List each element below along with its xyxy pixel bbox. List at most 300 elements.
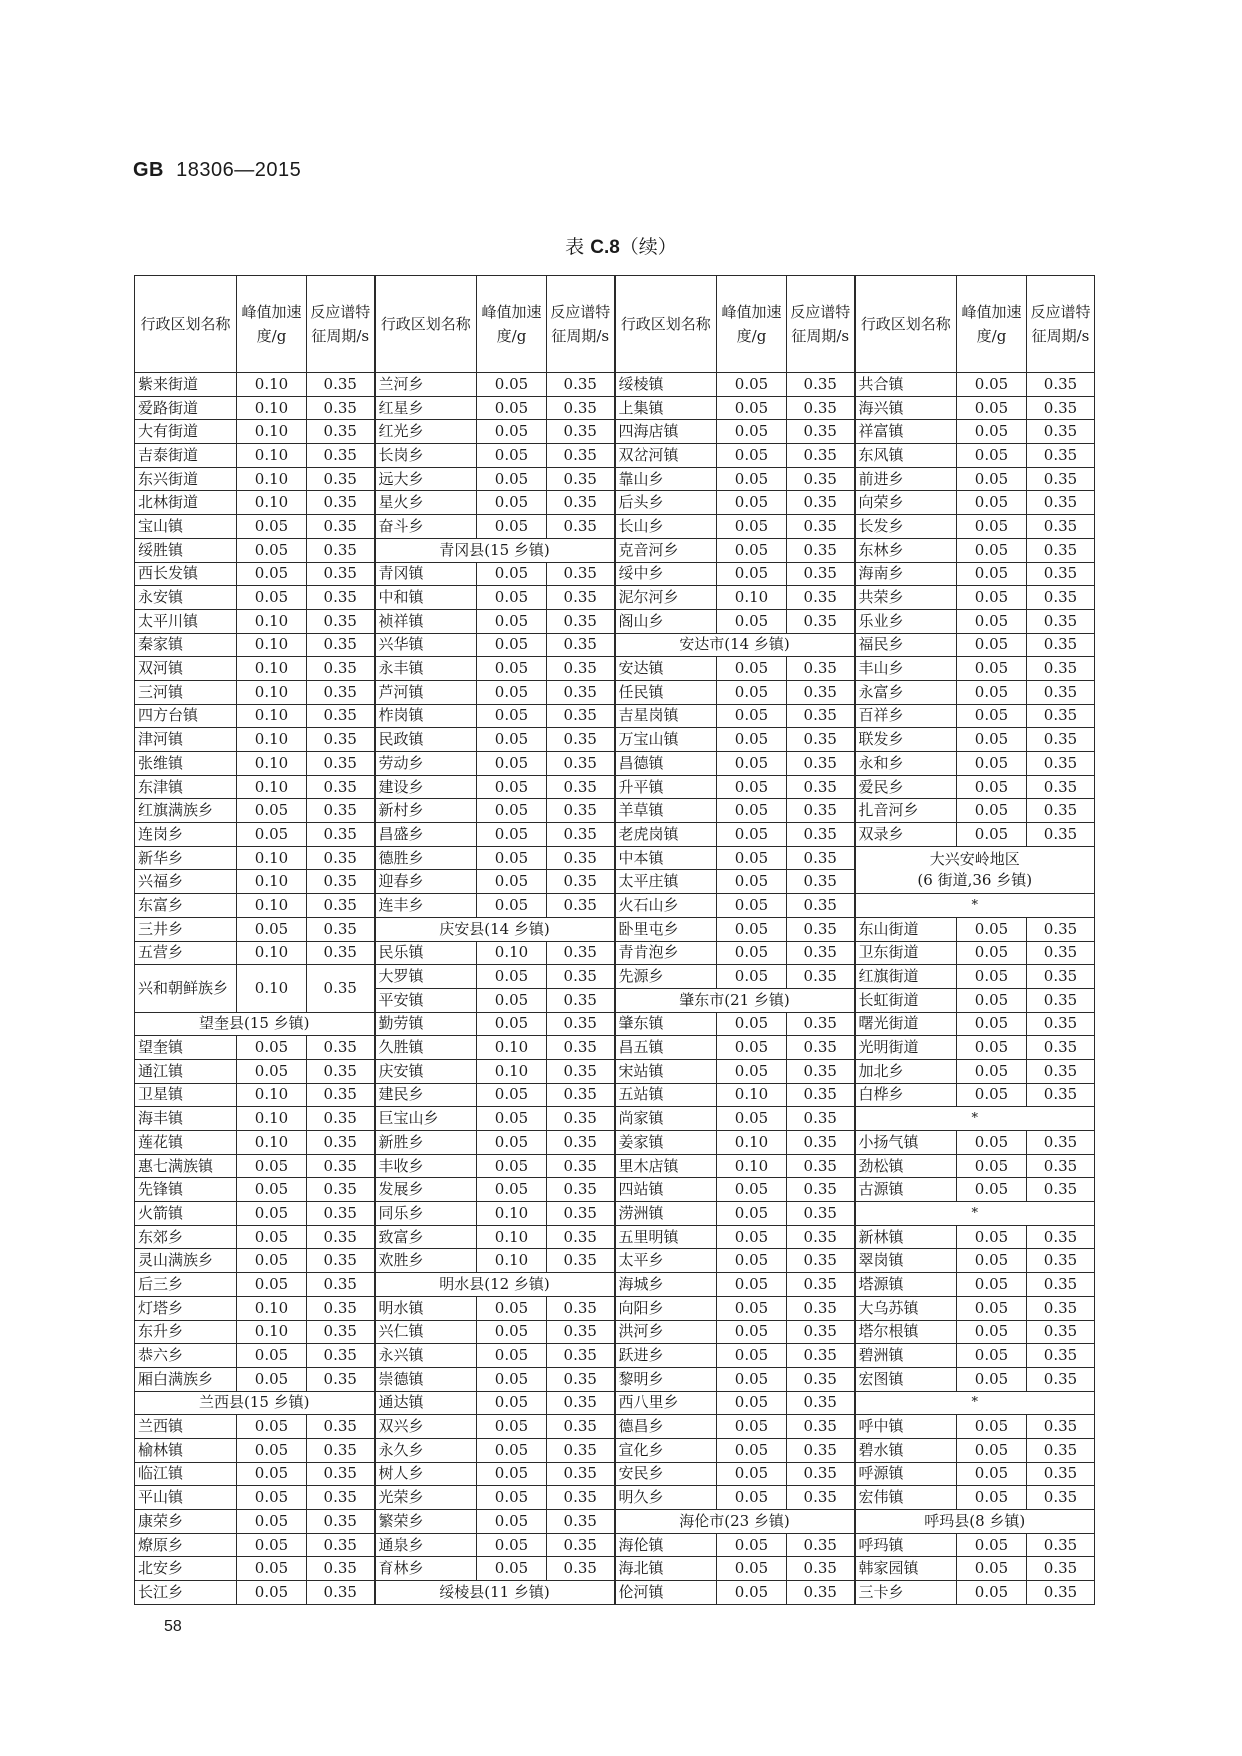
peak-acceleration: 0.05 — [477, 373, 547, 397]
section-heading: 望奎县(15 乡镇) — [135, 1012, 375, 1036]
spectrum-period: 0.35 — [787, 917, 855, 941]
peak-acceleration: 0.10 — [237, 870, 307, 894]
peak-acceleration: 0.05 — [237, 538, 307, 562]
spectrum-period: 0.35 — [787, 775, 855, 799]
region-name: 太平庄镇 — [615, 870, 717, 894]
header-period: 反应谱特征周期/s — [307, 276, 375, 373]
peak-acceleration: 0.05 — [477, 704, 547, 728]
header-name: 行政区划名称 — [855, 276, 957, 373]
spectrum-period: 0.35 — [547, 396, 615, 420]
peak-acceleration: 0.05 — [477, 870, 547, 894]
spectrum-period: 0.35 — [547, 515, 615, 539]
peak-acceleration: 0.05 — [717, 941, 787, 965]
peak-acceleration: 0.10 — [237, 444, 307, 468]
region-name: 百祥乡 — [855, 704, 957, 728]
peak-acceleration: 0.05 — [477, 1154, 547, 1178]
region-name: 东风镇 — [855, 444, 957, 468]
region-name: 恭六乡 — [135, 1344, 237, 1368]
region-name: 双兴乡 — [375, 1415, 477, 1439]
peak-acceleration: 0.05 — [477, 1438, 547, 1462]
peak-acceleration: 0.05 — [957, 1581, 1027, 1605]
peak-acceleration: 0.05 — [477, 1557, 547, 1581]
spectrum-period: 0.35 — [787, 823, 855, 847]
region-name: 东升乡 — [135, 1320, 237, 1344]
peak-acceleration: 0.05 — [957, 917, 1027, 941]
peak-acceleration: 0.10 — [237, 396, 307, 420]
spectrum-period: 0.35 — [307, 491, 375, 515]
spectrum-period: 0.35 — [547, 444, 615, 468]
spectrum-period: 0.35 — [307, 538, 375, 562]
region-name: 秦家镇 — [135, 633, 237, 657]
asterisk-marker: * — [855, 894, 1095, 918]
spectrum-period: 0.35 — [547, 752, 615, 776]
peak-acceleration: 0.10 — [237, 728, 307, 752]
spectrum-period: 0.35 — [1027, 1320, 1095, 1344]
region-name: 三河镇 — [135, 680, 237, 704]
spectrum-period: 0.35 — [1027, 1036, 1095, 1060]
spectrum-period: 0.35 — [547, 988, 615, 1012]
peak-acceleration: 0.10 — [237, 373, 307, 397]
section-heading: 明水县(12 乡镇) — [375, 1273, 615, 1297]
region-name: 四站镇 — [615, 1178, 717, 1202]
peak-acceleration: 0.05 — [717, 1273, 787, 1297]
spectrum-period: 0.35 — [307, 1510, 375, 1534]
peak-acceleration: 0.05 — [957, 467, 1027, 491]
spectrum-period: 0.35 — [787, 657, 855, 681]
region-name: 曙光街道 — [855, 1012, 957, 1036]
peak-acceleration: 0.05 — [477, 633, 547, 657]
peak-acceleration: 0.05 — [717, 467, 787, 491]
peak-acceleration: 0.05 — [957, 1178, 1027, 1202]
spectrum-period: 0.35 — [1027, 1178, 1095, 1202]
spectrum-period: 0.35 — [307, 1131, 375, 1155]
asterisk-marker: * — [855, 1202, 1095, 1226]
peak-acceleration: 0.05 — [717, 1296, 787, 1320]
peak-acceleration: 0.05 — [957, 491, 1027, 515]
region-name: 火石山乡 — [615, 894, 717, 918]
peak-acceleration: 0.10 — [717, 586, 787, 610]
spectrum-period: 0.35 — [307, 775, 375, 799]
region-name: 老虎岗镇 — [615, 823, 717, 847]
table-row — [135, 467, 1095, 491]
peak-acceleration: 0.05 — [477, 467, 547, 491]
table-row — [135, 1344, 1095, 1368]
spectrum-period: 0.35 — [787, 1202, 855, 1226]
region-name: 通泉乡 — [375, 1533, 477, 1557]
spectrum-period: 0.35 — [547, 1178, 615, 1202]
region-name: 勤劳镇 — [375, 1012, 477, 1036]
region-name: 张维镇 — [135, 752, 237, 776]
region-name: 呼玛镇 — [855, 1533, 957, 1557]
table-row — [135, 1415, 1095, 1439]
peak-acceleration: 0.05 — [717, 965, 787, 989]
region-name: 丰收乡 — [375, 1154, 477, 1178]
table-row — [135, 444, 1095, 468]
spectrum-period: 0.35 — [1027, 1154, 1095, 1178]
region-name: 紫来街道 — [135, 373, 237, 397]
peak-acceleration: 0.05 — [477, 728, 547, 752]
table-row — [135, 1557, 1095, 1581]
region-name: 欢胜乡 — [375, 1249, 477, 1273]
peak-acceleration: 0.05 — [477, 491, 547, 515]
spectrum-period: 0.35 — [307, 444, 375, 468]
region-name: 向荣乡 — [855, 491, 957, 515]
spectrum-period: 0.35 — [547, 775, 615, 799]
spectrum-period: 0.35 — [547, 1083, 615, 1107]
section-heading: 青冈县(15 乡镇) — [375, 538, 615, 562]
region-name: 塔尔根镇 — [855, 1320, 957, 1344]
peak-acceleration: 0.05 — [237, 799, 307, 823]
table-row — [135, 1486, 1095, 1510]
region-name: 靠山乡 — [615, 467, 717, 491]
peak-acceleration: 0.05 — [717, 1036, 787, 1060]
region-name: 扎音河乡 — [855, 799, 957, 823]
region-name: 绥中乡 — [615, 562, 717, 586]
table-row — [135, 396, 1095, 420]
peak-acceleration: 0.05 — [957, 1225, 1027, 1249]
region-name: 联发乡 — [855, 728, 957, 752]
peak-acceleration: 0.05 — [477, 1296, 547, 1320]
peak-acceleration: 0.10 — [477, 1202, 547, 1226]
spectrum-period: 0.35 — [1027, 515, 1095, 539]
region-name: 东津镇 — [135, 775, 237, 799]
spectrum-period: 0.35 — [1027, 799, 1095, 823]
spectrum-period: 0.35 — [787, 846, 855, 870]
peak-acceleration: 0.05 — [477, 775, 547, 799]
table-row — [135, 728, 1095, 752]
region-name: 远大乡 — [375, 467, 477, 491]
peak-acceleration: 0.05 — [477, 396, 547, 420]
peak-acceleration: 0.05 — [237, 1438, 307, 1462]
spectrum-period: 0.35 — [547, 1012, 615, 1036]
spectrum-period: 0.35 — [787, 1036, 855, 1060]
spectrum-period: 0.35 — [307, 1320, 375, 1344]
region-name: 育林乡 — [375, 1557, 477, 1581]
asterisk-marker: * — [855, 1391, 1095, 1415]
region-name: 万宝山镇 — [615, 728, 717, 752]
region-name: 肇东镇 — [615, 1012, 717, 1036]
region-name: 繁荣乡 — [375, 1510, 477, 1534]
spectrum-period: 0.35 — [787, 1557, 855, 1581]
region-name: 宋站镇 — [615, 1059, 717, 1083]
region-name: 连岗乡 — [135, 823, 237, 847]
spectrum-period: 0.35 — [1027, 1557, 1095, 1581]
region-name: 宝山镇 — [135, 515, 237, 539]
spectrum-period: 0.35 — [1027, 680, 1095, 704]
section-heading: 肇东市(21 乡镇) — [615, 988, 855, 1012]
peak-acceleration: 0.05 — [477, 657, 547, 681]
header-pga: 峰值加速度/g — [477, 276, 547, 373]
region-name: 东兴街道 — [135, 467, 237, 491]
spectrum-period: 0.35 — [787, 1178, 855, 1202]
region-name: 青冈镇 — [375, 562, 477, 586]
region-name: 连丰乡 — [375, 894, 477, 918]
spectrum-period: 0.35 — [307, 396, 375, 420]
peak-acceleration: 0.05 — [957, 704, 1027, 728]
spectrum-period: 0.35 — [1027, 467, 1095, 491]
peak-acceleration: 0.05 — [717, 1415, 787, 1439]
spectrum-period: 0.35 — [787, 1320, 855, 1344]
table-row — [135, 1059, 1095, 1083]
peak-acceleration: 0.05 — [957, 1557, 1027, 1581]
spectrum-period: 0.35 — [1027, 1083, 1095, 1107]
peak-acceleration: 0.05 — [957, 728, 1027, 752]
spectrum-period: 0.35 — [307, 704, 375, 728]
region-name: 卫星镇 — [135, 1083, 237, 1107]
table-row — [135, 823, 1095, 847]
region-name: 任民镇 — [615, 680, 717, 704]
spectrum-period: 0.35 — [547, 1486, 615, 1510]
spectrum-period: 0.35 — [787, 1296, 855, 1320]
peak-acceleration: 0.05 — [957, 1012, 1027, 1036]
region-name: 康荣乡 — [135, 1510, 237, 1534]
spectrum-period: 0.35 — [1027, 373, 1095, 397]
spectrum-period: 0.35 — [1027, 1415, 1095, 1439]
peak-acceleration: 0.05 — [957, 1273, 1027, 1297]
spectrum-period: 0.35 — [307, 1462, 375, 1486]
table-row — [135, 633, 1095, 657]
region-name: 黎明乡 — [615, 1367, 717, 1391]
spectrum-period: 0.35 — [547, 704, 615, 728]
region-name: 升平镇 — [615, 775, 717, 799]
spectrum-period: 0.35 — [1027, 1367, 1095, 1391]
spectrum-period: 0.35 — [787, 1273, 855, 1297]
region-name: 平山镇 — [135, 1486, 237, 1510]
spectrum-period: 0.35 — [787, 680, 855, 704]
spectrum-period: 0.35 — [787, 1225, 855, 1249]
region-name: 宏图镇 — [855, 1367, 957, 1391]
spectrum-period: 0.35 — [1027, 1344, 1095, 1368]
spectrum-period: 0.35 — [547, 420, 615, 444]
spectrum-period: 0.35 — [1027, 1012, 1095, 1036]
region-name: 兰西镇 — [135, 1415, 237, 1439]
peak-acceleration: 0.05 — [237, 1249, 307, 1273]
spectrum-period: 0.35 — [787, 704, 855, 728]
peak-acceleration: 0.05 — [717, 704, 787, 728]
region-name: 里木店镇 — [615, 1154, 717, 1178]
region-name: 卧里屯乡 — [615, 917, 717, 941]
table-row — [135, 846, 1095, 870]
region-name: 新村乡 — [375, 799, 477, 823]
peak-acceleration: 0.05 — [957, 823, 1027, 847]
region-name: 津河镇 — [135, 728, 237, 752]
spectrum-period: 0.35 — [307, 1533, 375, 1557]
region-name: 三井乡 — [135, 917, 237, 941]
section-heading — [855, 846, 1095, 893]
peak-acceleration: 0.05 — [477, 823, 547, 847]
peak-acceleration: 0.10 — [237, 704, 307, 728]
spectrum-period: 0.35 — [307, 1296, 375, 1320]
region-name: 兴福乡 — [135, 870, 237, 894]
peak-acceleration: 0.10 — [237, 467, 307, 491]
region-name: 东林乡 — [855, 538, 957, 562]
region-name: 卫东街道 — [855, 941, 957, 965]
table-row — [135, 799, 1095, 823]
spectrum-period: 0.35 — [547, 1533, 615, 1557]
peak-acceleration: 0.05 — [957, 562, 1027, 586]
peak-acceleration: 0.05 — [717, 515, 787, 539]
peak-acceleration: 0.05 — [237, 1178, 307, 1202]
peak-acceleration: 0.05 — [237, 1154, 307, 1178]
region-name: 后头乡 — [615, 491, 717, 515]
peak-acceleration: 0.05 — [957, 657, 1027, 681]
spectrum-period: 0.35 — [787, 870, 855, 894]
region-name: 爱民乡 — [855, 775, 957, 799]
spectrum-period: 0.35 — [787, 1154, 855, 1178]
peak-acceleration: 0.05 — [477, 1415, 547, 1439]
region-name: 中和镇 — [375, 586, 477, 610]
table-row — [135, 491, 1095, 515]
region-name: 树人乡 — [375, 1462, 477, 1486]
peak-acceleration: 0.05 — [717, 420, 787, 444]
peak-acceleration: 0.05 — [957, 586, 1027, 610]
region-name: 火箭镇 — [135, 1202, 237, 1226]
peak-acceleration: 0.05 — [957, 1415, 1027, 1439]
peak-acceleration: 0.05 — [477, 680, 547, 704]
region-name: 致富乡 — [375, 1225, 477, 1249]
region-name: 吉星岗镇 — [615, 704, 717, 728]
spectrum-period: 0.35 — [547, 1202, 615, 1226]
peak-acceleration: 0.05 — [717, 1178, 787, 1202]
peak-acceleration: 0.05 — [957, 1296, 1027, 1320]
peak-acceleration: 0.05 — [717, 657, 787, 681]
spectrum-period: 0.35 — [787, 1131, 855, 1155]
peak-acceleration: 0.05 — [237, 515, 307, 539]
table-row — [135, 1225, 1095, 1249]
region-name: 永安镇 — [135, 586, 237, 610]
peak-acceleration: 0.05 — [477, 1462, 547, 1486]
peak-acceleration: 0.05 — [237, 1557, 307, 1581]
region-name: 韩家园镇 — [855, 1557, 957, 1581]
table-row — [135, 1202, 1095, 1226]
spectrum-period: 0.35 — [307, 1154, 375, 1178]
peak-acceleration: 0.05 — [717, 444, 787, 468]
table-row — [135, 917, 1095, 941]
spectrum-period: 0.35 — [787, 1438, 855, 1462]
region-name: 四方台镇 — [135, 704, 237, 728]
peak-acceleration: 0.05 — [717, 1462, 787, 1486]
region-name: 永丰镇 — [375, 657, 477, 681]
spectrum-period: 0.35 — [547, 1320, 615, 1344]
peak-acceleration: 0.05 — [957, 1154, 1027, 1178]
table-row — [135, 609, 1095, 633]
peak-acceleration: 0.10 — [237, 894, 307, 918]
peak-acceleration: 0.05 — [717, 1581, 787, 1605]
peak-acceleration: 0.10 — [237, 609, 307, 633]
region-name: 羊草镇 — [615, 799, 717, 823]
peak-acceleration: 0.10 — [237, 491, 307, 515]
spectrum-period: 0.35 — [1027, 775, 1095, 799]
region-name: 五营乡 — [135, 941, 237, 965]
region-name: 青肯泡乡 — [615, 941, 717, 965]
header-pga: 峰值加速度/g — [237, 276, 307, 373]
peak-acceleration: 0.05 — [477, 1107, 547, 1131]
spectrum-period: 0.35 — [1027, 1059, 1095, 1083]
seismic-table-container — [134, 275, 1095, 1605]
region-name: 太平川镇 — [135, 609, 237, 633]
region-name: 双岔河镇 — [615, 444, 717, 468]
region-name: 红光乡 — [375, 420, 477, 444]
spectrum-period: 0.35 — [547, 467, 615, 491]
peak-acceleration: 0.05 — [717, 609, 787, 633]
peak-acceleration: 0.10 — [237, 680, 307, 704]
region-name: 白桦乡 — [855, 1083, 957, 1107]
region-name: 新胜乡 — [375, 1131, 477, 1155]
spectrum-period: 0.35 — [307, 917, 375, 941]
spectrum-period: 0.35 — [307, 846, 375, 870]
header-period: 反应谱特征周期/s — [1027, 276, 1095, 373]
peak-acceleration: 0.05 — [717, 491, 787, 515]
region-name: 光荣乡 — [375, 1486, 477, 1510]
peak-acceleration: 0.10 — [237, 657, 307, 681]
spectrum-period: 0.35 — [787, 538, 855, 562]
spectrum-period: 0.35 — [787, 467, 855, 491]
peak-acceleration: 0.05 — [957, 965, 1027, 989]
spectrum-period: 0.35 — [547, 799, 615, 823]
peak-acceleration: 0.05 — [477, 1320, 547, 1344]
region-name: 海南乡 — [855, 562, 957, 586]
table-row — [135, 1178, 1095, 1202]
spectrum-period: 0.35 — [307, 823, 375, 847]
region-name: 中本镇 — [615, 846, 717, 870]
table-row — [135, 1154, 1095, 1178]
region-name: 海城乡 — [615, 1273, 717, 1297]
region-name: 西长发镇 — [135, 562, 237, 586]
table-row — [135, 775, 1095, 799]
region-name: 共合镇 — [855, 373, 957, 397]
table-title-prefix: 表 — [565, 236, 591, 258]
table-row — [135, 657, 1095, 681]
peak-acceleration: 0.05 — [477, 1012, 547, 1036]
region-name: 同乐乡 — [375, 1202, 477, 1226]
peak-acceleration: 0.05 — [717, 1225, 787, 1249]
peak-acceleration: 0.05 — [957, 1083, 1027, 1107]
spectrum-period: 0.35 — [307, 1202, 375, 1226]
region-name: 兴和朝鲜族乡 — [135, 965, 237, 1012]
spectrum-period: 0.35 — [1027, 1486, 1095, 1510]
peak-acceleration: 0.10 — [477, 941, 547, 965]
spectrum-period: 0.35 — [1027, 1296, 1095, 1320]
table-row — [135, 373, 1095, 397]
peak-acceleration: 0.05 — [717, 1391, 787, 1415]
spectrum-period: 0.35 — [307, 515, 375, 539]
region-name: 尚家镇 — [615, 1107, 717, 1131]
table-row — [135, 562, 1095, 586]
spectrum-period: 0.35 — [1027, 1581, 1095, 1605]
table-row — [135, 941, 1095, 965]
spectrum-period: 0.35 — [787, 894, 855, 918]
peak-acceleration: 0.05 — [717, 1533, 787, 1557]
region-name: 乐业乡 — [855, 609, 957, 633]
peak-acceleration: 0.05 — [957, 941, 1027, 965]
table-row — [135, 1036, 1095, 1060]
table-row — [135, 1296, 1095, 1320]
spectrum-period: 0.35 — [1027, 704, 1095, 728]
peak-acceleration: 0.10 — [237, 633, 307, 657]
spectrum-period: 0.35 — [307, 467, 375, 491]
spectrum-period: 0.35 — [1027, 728, 1095, 752]
spectrum-period: 0.35 — [547, 1557, 615, 1581]
spectrum-period: 0.35 — [307, 1249, 375, 1273]
region-name: 四海店镇 — [615, 420, 717, 444]
region-name: 劲松镇 — [855, 1154, 957, 1178]
spectrum-period: 0.35 — [307, 1059, 375, 1083]
region-name: 新华乡 — [135, 846, 237, 870]
region-name: 跃进乡 — [615, 1344, 717, 1368]
peak-acceleration: 0.05 — [237, 1225, 307, 1249]
spectrum-period: 0.35 — [1027, 538, 1095, 562]
peak-acceleration: 0.05 — [477, 894, 547, 918]
